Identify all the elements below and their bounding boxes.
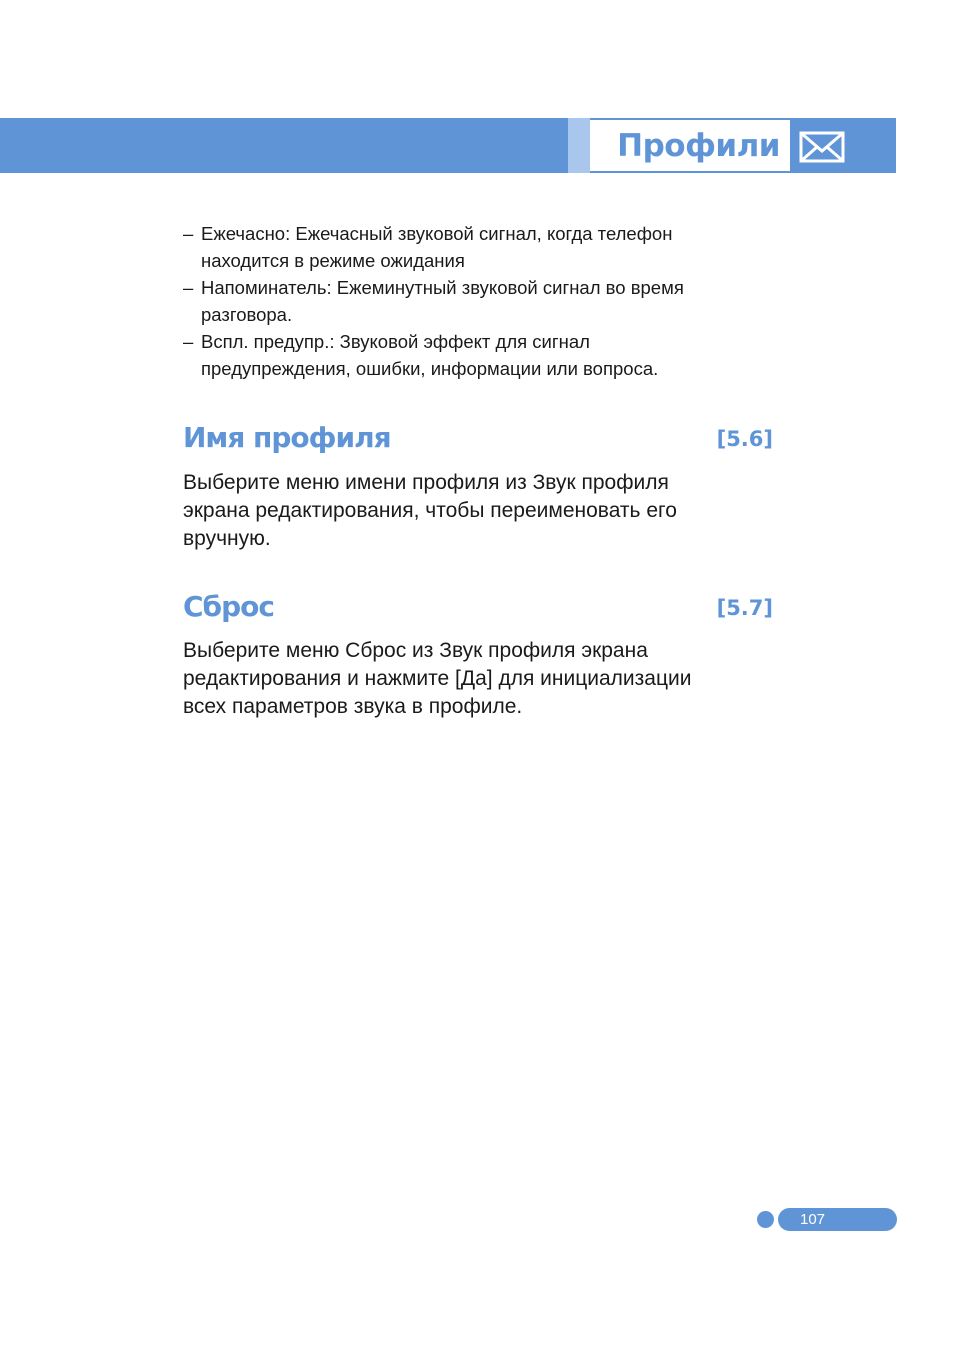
bullet-dash: –: [183, 331, 194, 352]
body-line: экрана редактирования, чтобы переименовать его: [183, 499, 677, 522]
option-list: [183, 220, 763, 382]
envelope-icon: [796, 124, 848, 168]
page-title: Профили: [617, 127, 780, 164]
body-line: Выберите меню Сброс из Звук профиля экрана: [183, 639, 648, 662]
list-item-line: разговора.: [201, 304, 293, 325]
list-item-line: Вспл. предупр.: Звуковой эффект для сигнал: [201, 331, 590, 352]
section-code: [5.6]: [716, 427, 773, 451]
page-number: 107: [778, 1208, 897, 1231]
section-body-profile-name: [183, 469, 753, 553]
header-title-box: [590, 120, 790, 171]
list-item: [183, 220, 763, 274]
body-line: всех параметров звука в профиле.: [183, 695, 523, 718]
section-title: Сброс: [183, 590, 274, 623]
body-line: Выберите меню имени профиля из Звук профиля: [183, 471, 669, 494]
list-item-line: предупреждения, ошибки, информации или вопроса.: [201, 358, 659, 379]
body-line: редактирования и нажмите [Да] для инициализации: [183, 667, 692, 690]
list-item-line: Ежечасно: Ежечасный звуковой сигнал, когда телефон: [201, 223, 673, 244]
list-item: [183, 274, 763, 328]
section-code: [5.7]: [716, 596, 773, 620]
header-stripe: [568, 118, 590, 173]
list-item-line: Напоминатель: Ежеминутный звуковой сигнал во время: [201, 277, 684, 298]
bullet-dash: –: [183, 223, 194, 244]
section-title: Имя профиля: [183, 421, 391, 454]
section-heading-profile-name: [183, 421, 773, 461]
section-heading-reset: [183, 590, 773, 630]
page-number-dot: [757, 1211, 774, 1228]
body-line: вручную.: [183, 527, 271, 550]
bullet-dash: –: [183, 277, 194, 298]
section-body-reset: [183, 637, 753, 721]
list-item-line: находится в режиме ожидания: [201, 250, 465, 271]
list-item: [183, 328, 763, 382]
